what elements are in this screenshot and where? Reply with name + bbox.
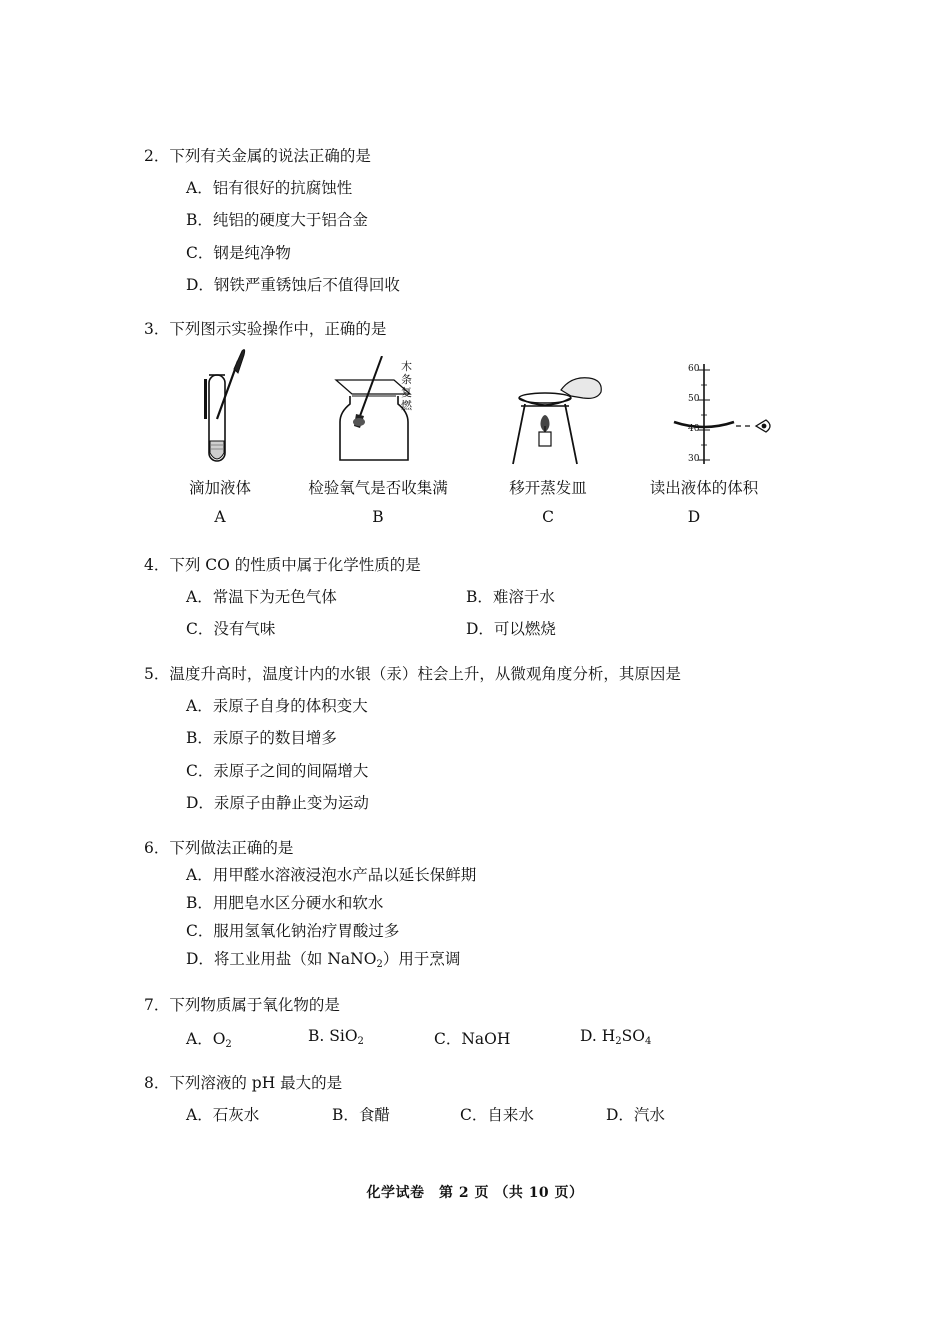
q4-option-a: A．常温下为无色气体 (186, 588, 337, 606)
question-2-stem: 2．下列有关金属的说法正确的是 (144, 147, 371, 165)
q7-option-c: C．NaOH (434, 1030, 511, 1048)
q8-option-c: C．自来水 (460, 1106, 534, 1124)
q6-option-b: B．用肥皂水区分硬水和软水 (186, 894, 384, 912)
q4-option-d: D．可以燃烧 (466, 620, 556, 638)
tick-40: 40 (688, 424, 700, 434)
q5-option-b: B．汞原子的数目增多 (186, 729, 337, 747)
q2-option-d: D．钢铁严重锈蚀后不值得回收 (186, 276, 400, 294)
q7-option-b: B. SiO$_2$ (308, 1027, 364, 1047)
q5-option-c: C．汞原子之间的间隔增大 (186, 762, 369, 780)
question-7-stem: 7．下列物质属于氧化物的是 (144, 996, 340, 1014)
question-5-stem: 5．温度升高时，温度计内的水银（汞）柱会上升，从微观角度分析，其原因是 (144, 665, 681, 683)
q6-option-a: A．用甲醛水溶液浸泡水产品以延长保鲜期 (186, 866, 477, 884)
q2-option-b: B．纯铝的硬度大于铝合金 (186, 211, 368, 229)
tick-60: 60 (688, 364, 700, 374)
q8-option-a: A．石灰水 (186, 1106, 260, 1124)
figure-d-caption: 读出液体的体积 (649, 479, 759, 497)
q7-option-d: D. $H_2SO_4$ (580, 1027, 652, 1047)
q5-option-a: A．汞原子自身的体积变大 (186, 697, 368, 715)
evaporating-dish-figure (505, 370, 615, 466)
figure-a-caption: 滴加液体 (188, 479, 251, 497)
q8-option-b: B．食醋 (332, 1106, 390, 1124)
tick-50: 50 (688, 394, 700, 404)
figure-b-letter: B (372, 508, 384, 526)
figure-b-caption: 检验氧气是否收集满 (308, 479, 448, 497)
question-3-stem: 3．下列图示实验操作中，正确的是 (144, 320, 387, 338)
graduated-cylinder-figure (662, 362, 782, 466)
q2-option-a: A．铝有很好的抗腐蚀性 (186, 179, 353, 197)
q6-option-c: C．服用氢氧化钠治疗胃酸过多 (186, 922, 400, 940)
figure-c-caption: 移开蒸发皿 (509, 479, 587, 497)
q4-option-b: B．难溶于水 (466, 588, 555, 606)
question-8-stem: 8．下列溶液的 pH 最大的是 (144, 1074, 343, 1092)
splint-label: 木 条 复 燃 (401, 360, 412, 412)
question-6-stem: 6．下列做法正确的是 (144, 839, 294, 857)
dropper-test-tube-figure (196, 345, 256, 465)
page-footer: 化学试卷 第 2 页 （共 10 页） (366, 1185, 584, 1201)
question-4-stem: 4．下列 CO 的性质中属于化学性质的是 (144, 556, 421, 574)
q5-option-d: D．汞原子由静止变为运动 (186, 794, 369, 812)
figure-a-letter: A (214, 508, 226, 526)
figure-d-letter: D (687, 508, 701, 526)
q2-option-c: C．钢是纯净物 (186, 244, 291, 262)
q8-option-d: D．汽水 (606, 1106, 665, 1124)
q6-option-d: D．将工业用盐（如 NaNO$_2$）用于烹调 (186, 950, 461, 970)
q4-option-c: C．没有气味 (186, 620, 276, 638)
figure-c-letter: C (542, 508, 554, 526)
q7-option-a: A．$O_2$ (186, 1030, 232, 1050)
tick-30: 30 (688, 454, 700, 464)
